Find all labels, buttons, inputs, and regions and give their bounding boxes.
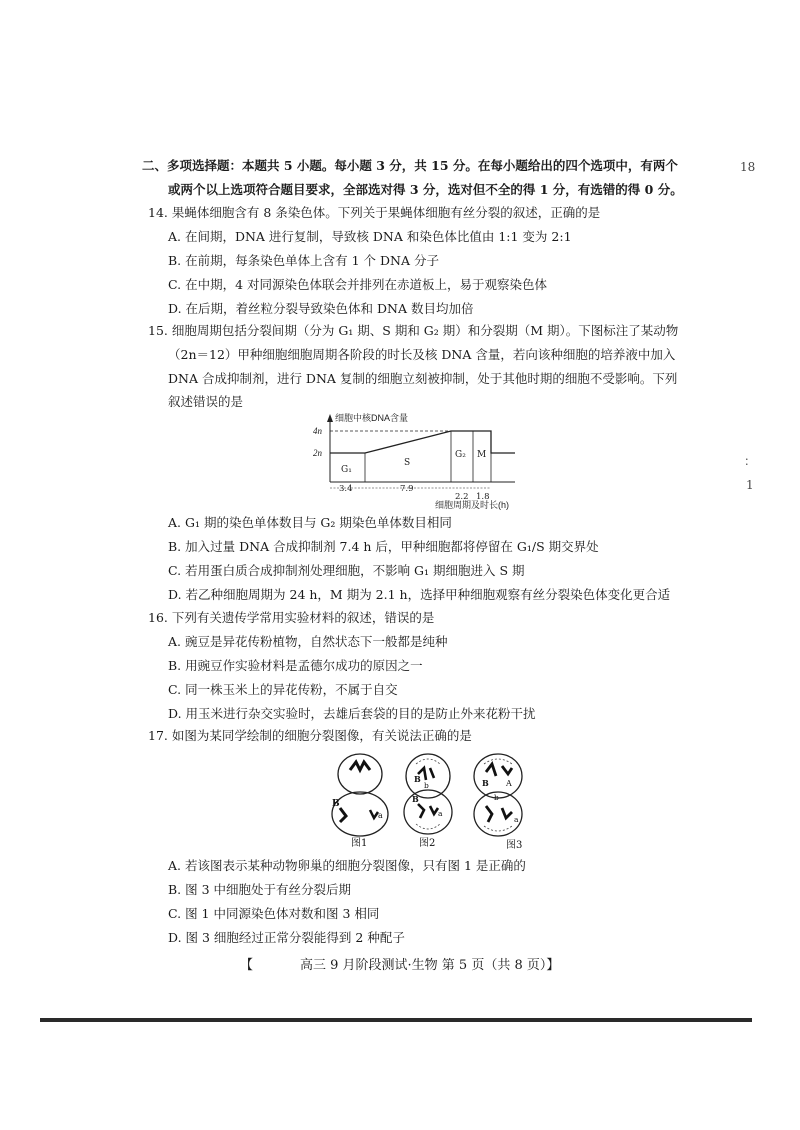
q17-option-c: C. 图 1 中同源染色体对数和图 3 相同 (168, 906, 380, 921)
fig2-caption: 图2 (419, 838, 436, 849)
fig3-label-a-small: a (514, 815, 519, 824)
dna-content-chart (305, 410, 545, 510)
q14-option-a: A. 在间期，DNA 进行复制，导致核 DNA 和染色体比值由 1:1 变为 2:1 (168, 229, 572, 244)
q17-stem: 17. 如图为某同学绘制的细胞分裂图像，有关说法正确的是 (148, 728, 472, 743)
q15-option-d: D. 若乙种细胞周期为 24 h，M 期为 2.1 h，选择甲种细胞观察有丝分裂染色体变化更合适 (168, 587, 671, 602)
figure-1 (332, 754, 388, 849)
edge-mark-mid1: ： (744, 454, 757, 468)
phase-label-s: S (404, 458, 411, 468)
section-heading-line2: 或两个以上选项符合题目要求，全部选对得 3 分，选对但不全的得 1 分，有选错的得 0 分。 (168, 182, 683, 197)
q15-option-b: B. 加入过量 DNA 合成抑制剂 7.4 h 后，甲种细胞都将停留在 G₁/S 期交界处 (168, 539, 599, 554)
q16-option-d: D. 用玉米进行杂交实验时，去雄后套袋的目的是防止外来花粉干扰 (168, 706, 536, 721)
edge-mark-top: 18 (740, 160, 756, 174)
phase-label-m: M (477, 450, 487, 460)
phase-label-g2: G₂ (455, 450, 466, 460)
cell-division-figures (320, 748, 540, 850)
edge-mark-mid2: 1 (746, 478, 754, 492)
q15-option-c: C. 若用蛋白质合成抑制剂处理细胞，不影响 G₁ 期细胞进入 S 期 (168, 563, 525, 578)
fig2-label-a: a (438, 809, 443, 818)
duration-m: 1.8 (476, 492, 490, 502)
fig1-label-b: B (332, 799, 340, 809)
q14-option-d: D. 在后期，着丝粒分裂导致染色体和 DNA 数目均加倍 (168, 301, 474, 316)
fig2-label-b-top: B (414, 774, 421, 784)
chart-title: 细胞中核DNA含量 (335, 413, 409, 423)
q16-stem: 16. 下列有关遗传学常用实验材料的叙述，错误的是 (148, 610, 435, 625)
fig3-label-b: B (482, 778, 489, 788)
q17-option-b: B. 图 3 中细胞处于有丝分裂后期 (168, 882, 352, 897)
duration-g2: 2.2 (455, 492, 469, 502)
y-axis-arrow (327, 414, 333, 422)
dna-curve (330, 431, 515, 453)
q14-option-b: B. 在前期，每条染色单体上含有 1 个 DNA 分子 (168, 253, 439, 268)
fig3-label-a-upper: A (506, 779, 512, 788)
q16-option-c: C. 同一株玉米上的异花传粉，不属于自交 (168, 682, 398, 697)
phase-label-g1: G₁ (341, 465, 352, 475)
fig2-label-b-small: b (424, 781, 429, 790)
q14-stem: 14. 果蝇体细胞含有 8 条染色体。下列关于果蝇体细胞有丝分裂的叙述，正确的是 (148, 205, 601, 220)
duration-s: 7.9 (400, 484, 414, 494)
y-tick-2n: 2n (313, 448, 322, 458)
footer-text: 高三 9 月阶段测试·生物 第 5 页（共 8 页）】 (300, 958, 560, 973)
x-axis-label: 细胞周期及时长(h) (435, 500, 509, 510)
fig1-label-a: a (378, 811, 383, 820)
footer-bracket: 【 (240, 958, 254, 973)
q16-option-b: B. 用豌豆作实验材料是孟德尔成功的原因之一 (168, 658, 423, 673)
y-tick-4n: 4n (313, 426, 322, 436)
q15-stem-line2: （2n＝12）甲种细胞细胞周期各阶段的时长及核 DNA 含量，若向该种细胞的培养液中加入 (168, 347, 676, 362)
q17-option-a: A. 若该图表示某种动物卵巢的细胞分裂图像，只有图 1 是正确的 (168, 858, 526, 873)
q15-stem-line1: 15. 细胞周期包括分裂间期（分为 G₁ 期、S 期和 G₂ 期）和分裂期（M 期）。下图标注了某动物 (148, 323, 679, 338)
figure-2 (404, 754, 452, 849)
q14-option-c: C. 在中期，4 对同源染色体联会并排列在赤道板上，易于观察染色体 (168, 277, 547, 292)
fig3-caption: 图3 (506, 840, 523, 850)
fig3-label-b-small: b (494, 793, 499, 802)
q17-option-d: D. 图 3 细胞经过正常分裂能得到 2 种配子 (168, 930, 405, 945)
duration-g1: 3.4 (339, 484, 353, 494)
figure-3 (474, 754, 522, 850)
fig1-caption: 图1 (351, 838, 368, 849)
q15-stem-line4: 叙述错误的是 (168, 394, 244, 409)
section-heading-line1: 二、多项选择题：本题共 5 小题。每小题 3 分，共 15 分。在每小题给出的四个选项中，有两个 (142, 158, 678, 173)
q16-option-a: A. 豌豆是异花传粉植物，自然状态下一般都是纯种 (168, 634, 448, 649)
q15-stem-line3: DNA 合成抑制剂，进行 DNA 复制的细胞立刻被抑制，处于其他时期的细胞不受影响。下列 (168, 371, 678, 386)
bottom-rule (40, 1018, 752, 1022)
q15-option-a: A. G₁ 期的染色单体数目与 G₂ 期染色单体数目相同 (168, 515, 452, 530)
fig2-label-b-bottom: B (412, 794, 419, 804)
